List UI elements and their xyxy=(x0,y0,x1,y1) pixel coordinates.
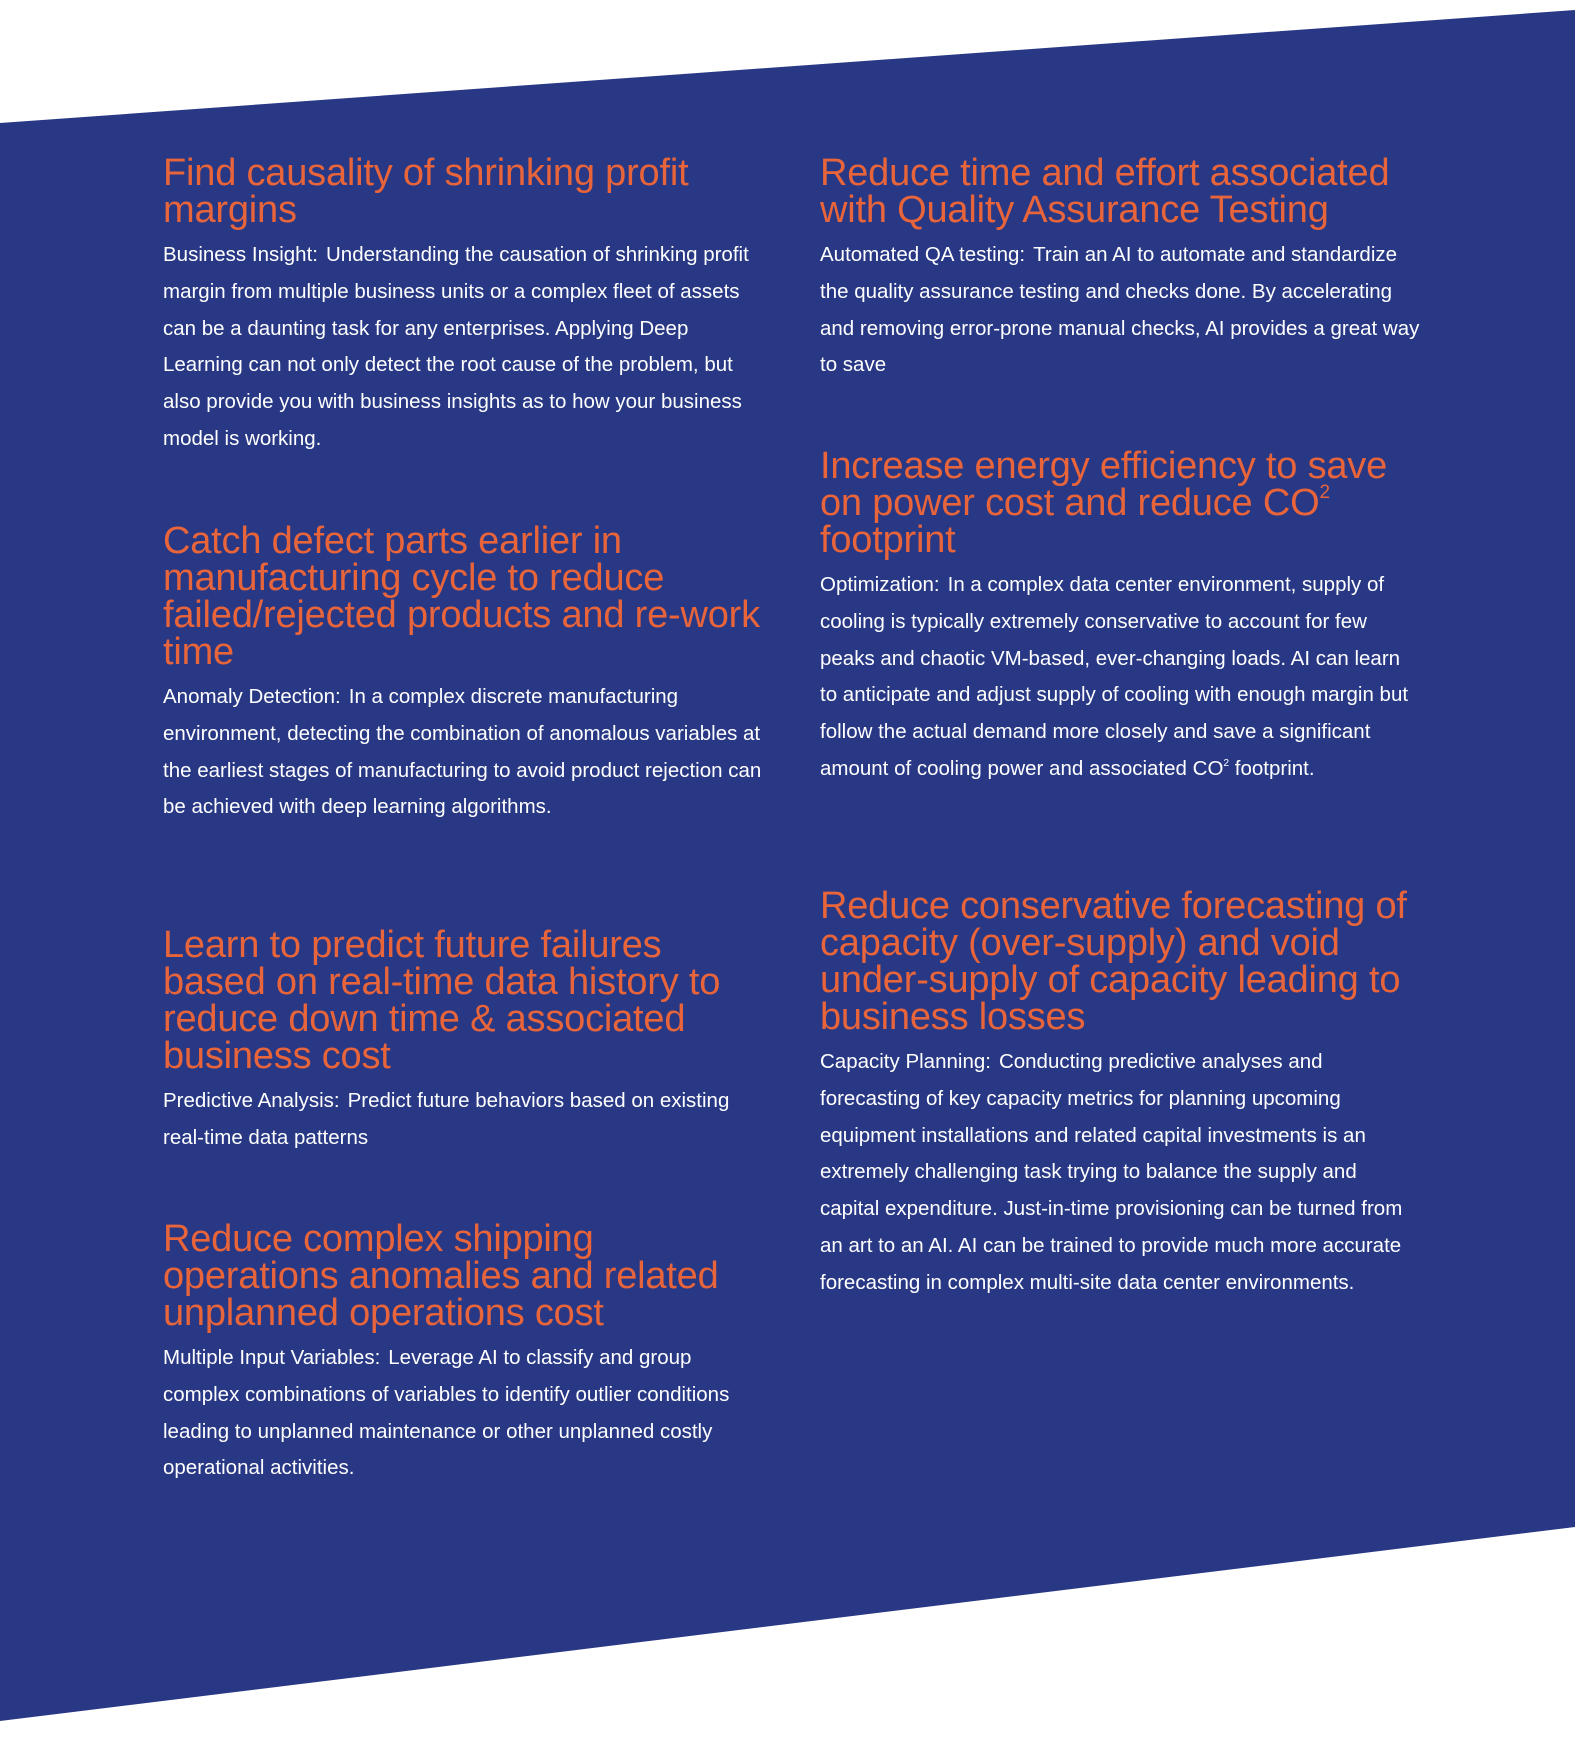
card-body xyxy=(820,1044,1420,1302)
card-label: Optimization: xyxy=(820,573,940,596)
use-case-card-energy-efficiency xyxy=(820,445,1420,788)
card-body xyxy=(163,679,763,826)
use-case-card-defect-parts xyxy=(163,520,763,826)
card-label: Predictive Analysis: xyxy=(163,1089,340,1112)
card-title: Reduce conservative forecasting of capacity (over-supply) and void under-supply of capacity leading to business losses xyxy=(820,885,1407,1038)
card-label: Anomaly Detection: xyxy=(163,685,341,708)
card-label: Capacity Planning: xyxy=(820,1050,991,1073)
card-description: Predict future behaviors based on existing real-time data patterns xyxy=(163,1089,730,1149)
use-case-card-capacity-forecasting xyxy=(820,885,1420,1302)
card-body xyxy=(820,237,1420,384)
card-description: Conducting predictive analyses and forecasting of key capacity metrics for planning upcoming equipment installations and related capital investments is an extremely challenging task trying to balance the supply and capital expenditure. Just-in-time provisioning can be turned from an art to an AI. AI can be trained to provide much more accurate forecasting in complex multi-site data center environments. xyxy=(820,1050,1403,1294)
card-description: In a complex data center environment, supply of cooling is typically extremely conservative to account for few peaks and chaotic VM-based, ever-changing loads. AI can learn to anticipate and adjust supply of cooling with enough margin but follow the actual demand more closely and save a significant amount of cooling power and associated CO xyxy=(820,573,1409,780)
use-case-card-shipping-operations xyxy=(163,1218,763,1487)
card-title: Learn to predict future failures based on real-time data history to reduce down time & associated business cost xyxy=(163,924,721,1077)
card-body xyxy=(163,237,763,458)
card-label: Automated QA testing: xyxy=(820,243,1026,266)
card-body xyxy=(163,1340,763,1487)
subscript-two: 2 xyxy=(1223,757,1230,769)
card-title: Reduce time and effort associated with Quality Assurance Testing xyxy=(820,152,1390,231)
card-label: Multiple Input Variables: xyxy=(163,1346,381,1369)
use-case-card-profit-margins xyxy=(163,152,763,458)
card-title: Find causality of shrinking profit margins xyxy=(163,152,689,231)
card-description: Leverage AI to classify and group complex combinations of variables to identify outlier conditions leading to unplanned maintenance or other unplanned costly operational activities. xyxy=(163,1346,730,1480)
card-body: Optimization: In a complex data center environment, supply of cooling is typically extremely conservative to account for few peaks and chaotic VM-based, ever-changing loads. AI can learn to anticipate and adjust supply of cooling with enough margin but follow the actual demand more closely and save a significant amount of cooling power and associated $CO^2$ footprint. xyxy=(820,573,1409,780)
card-description: Understanding the causation of shrinking profit margin from multiple business units or a complex fleet of assets can be a daunting task for any enterprises. Applying Deep Learning can not only detect the root cause of the problem, but also provide you with business insights as to how your business model is working. xyxy=(163,243,749,450)
subscript-two: 2 xyxy=(1319,481,1330,503)
card-title: Reduce complex shipping operations anomalies and related unplanned operations cost xyxy=(163,1218,719,1334)
card-label: Business Insight: xyxy=(163,243,318,266)
use-case-card-predict-failures xyxy=(163,924,763,1157)
card-description: In a complex discrete manufacturing environment, detecting the combination of anomalous variables at the earliest stages of manufacturing to avoid product rejection can be achieved with deep learning algorithms. xyxy=(163,685,762,819)
card-title: Increase energy efficiency to save on power cost and reduce $CO^2$ footprint xyxy=(820,445,1388,561)
card-title: Catch defect parts earlier in manufacturing cycle to reduce failed/rejected products and re-work time xyxy=(163,520,760,673)
card-body xyxy=(163,1083,763,1157)
card-description: Train an AI to automate and standardize the quality assurance testing and checks done. By accelerating and removing error-prone manual checks, AI provides a great way to save xyxy=(820,243,1420,377)
use-case-card-qa-testing xyxy=(820,152,1420,384)
